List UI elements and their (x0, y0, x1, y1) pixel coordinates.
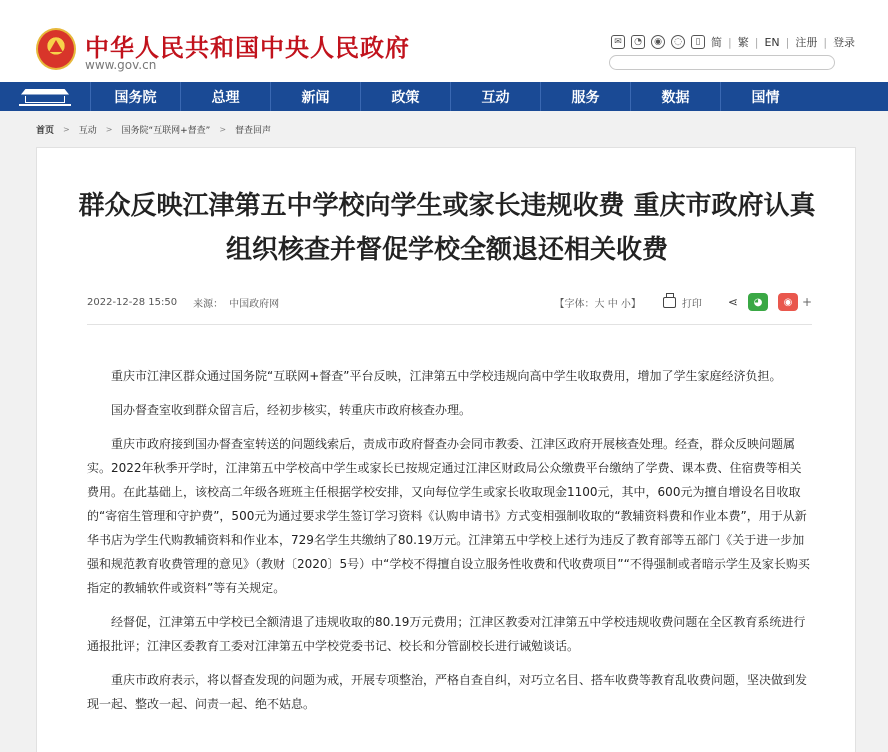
breadcrumb-home[interactable]: 首页 (36, 125, 55, 136)
nav-item-interaction[interactable]: 互动 (450, 82, 540, 111)
chevron-right-icon: > (105, 124, 113, 134)
breadcrumb-interaction[interactable]: 互动 (78, 125, 97, 136)
national-emblem-icon[interactable] (36, 28, 76, 70)
tiananmen-logo-icon[interactable] (0, 82, 90, 111)
separator: | (823, 35, 828, 49)
site-url[interactable]: www.gov.cn (85, 58, 157, 72)
meta-divider (87, 324, 812, 325)
search-box (609, 55, 835, 70)
article-title: 群众反映江津第五中学校向学生或家长违规收费 重庆市政府认真组织核查并督促学校全额退还相关收费 (78, 191, 816, 265)
nav-item-policy[interactable]: 政策 (360, 82, 450, 111)
wechat-share-icon[interactable]: ◕ (748, 293, 768, 311)
paragraph: 经督促，江津第五中学校已全额清退了违规收取的80.19万元费用；江津区教委对江津第五中学校违规收费问题在全区教育系统进行通报批评；江津区委教育工委对江津第五中学校党委书记、校长和分管副校长进行诫勉谈话。 (87, 615, 806, 653)
source-label: 来源： (193, 298, 224, 310)
article-card (36, 147, 856, 752)
breadcrumb-internet-supervision[interactable]: 国务院“互联网+督查” (121, 125, 211, 136)
app-icon[interactable]: ▯ (691, 35, 705, 49)
nav-item-services[interactable]: 服务 (540, 82, 630, 111)
nav-item-state-council[interactable]: 国务院 (90, 82, 180, 111)
paragraph: 重庆市政府接到国办督查室转送的问题线索后，责成市政府督查办会同市教委、江津区政府开展核查处理。经查，群众反映问题属实。2022年秋季开学时，江津第五中学校高中学生或家长已按规定通过江津区财政局公众缴费平台缴纳了学费、课本费、住宿费等相关费用。在此基础上，该校高二年级各班班主任根据学校安排，又向每位学生或家长收取现金1100元，其中，600元为擅自增设名目收取的“寄宿生管理和守护费”，500元为通过要求学生签订学习资料《认购申请书》方式变相强制收取的“教辅资料费和作业本费”，用于从新华书店为学生代购教辅资料和作业本，729名学生共缴纳了80.19万元。江津第五中学校上述行为违反了教育部等五部门《关于进一步加强和规范教育收费管理的意见》（教财〔2020〕5号）中“学校不得擅自设立服务性收费和代收费项目”“不得强制或者暗示学生及家长购买指定的教辅软件或资料”等有关规定。 (87, 437, 810, 595)
main-nav (0, 82, 888, 111)
share-icon[interactable]: ⋖ (727, 295, 738, 309)
search-input[interactable] (610, 62, 834, 75)
rss-icon[interactable]: ◔ (631, 35, 645, 49)
site-title[interactable]: 中华人民共和国中央人民政府 (85, 33, 410, 62)
article-meta (87, 292, 812, 312)
plus-icon[interactable]: + (801, 295, 812, 309)
traditional-link[interactable]: 繁 (737, 36, 749, 49)
english-link[interactable]: EN (764, 35, 780, 49)
weibo-share-icon[interactable]: ◉ (778, 293, 798, 311)
print-button[interactable] (663, 295, 702, 310)
nav-item-news[interactable]: 新闻 (270, 82, 360, 111)
breadcrumb-supervision-echo[interactable]: 督查回声 (235, 125, 272, 136)
source-name: 中国政府网 (229, 298, 280, 310)
font-size-control[interactable]: 【字体：大 中 小】 (554, 298, 641, 310)
chevron-right-icon: > (219, 124, 227, 134)
separator: | (754, 35, 759, 49)
separator: | (728, 35, 732, 49)
register-link[interactable]: 注册 (795, 36, 818, 49)
nav-item-national-info[interactable]: 国情 (720, 82, 810, 111)
paragraph: 国办督查室收到群众留言后，经初步核实，转重庆市政府核查办理。 (111, 403, 472, 417)
print-icon (663, 297, 676, 308)
paragraph: 重庆市政府表示，将以督查发现的问题为戒，开展专项整治，严格自查自纠，对巧立名目、搭车收费等教育乱收费问题，坚决做到发现一起、整改一起、问责一起、绝不姑息。 (87, 673, 808, 711)
simplified-link[interactable]: 简 (711, 36, 722, 49)
header-tools (611, 33, 855, 51)
chevron-right-icon: > (63, 124, 70, 134)
paragraph: 重庆市江津区群众通过国务院“互联网+督查”平台反映，江津第五中学校违规向高中学生收取费用，增加了学生家庭经济负担。 (111, 369, 782, 383)
weibo-icon[interactable]: ◉ (651, 35, 665, 49)
mail-icon[interactable]: ✉ (611, 35, 625, 49)
nav-item-premier[interactable]: 总理 (180, 82, 270, 111)
article-body (87, 364, 812, 726)
wechat-icon[interactable]: ◌ (671, 35, 685, 49)
breadcrumb (36, 122, 271, 136)
login-link[interactable]: 登录 (833, 36, 856, 49)
site-header (0, 0, 888, 82)
print-label: 打印 (681, 298, 702, 310)
publish-date: 2022-12-28 15:50 (87, 296, 178, 308)
separator: | (785, 35, 790, 49)
nav-item-data[interactable]: 数据 (630, 82, 720, 111)
